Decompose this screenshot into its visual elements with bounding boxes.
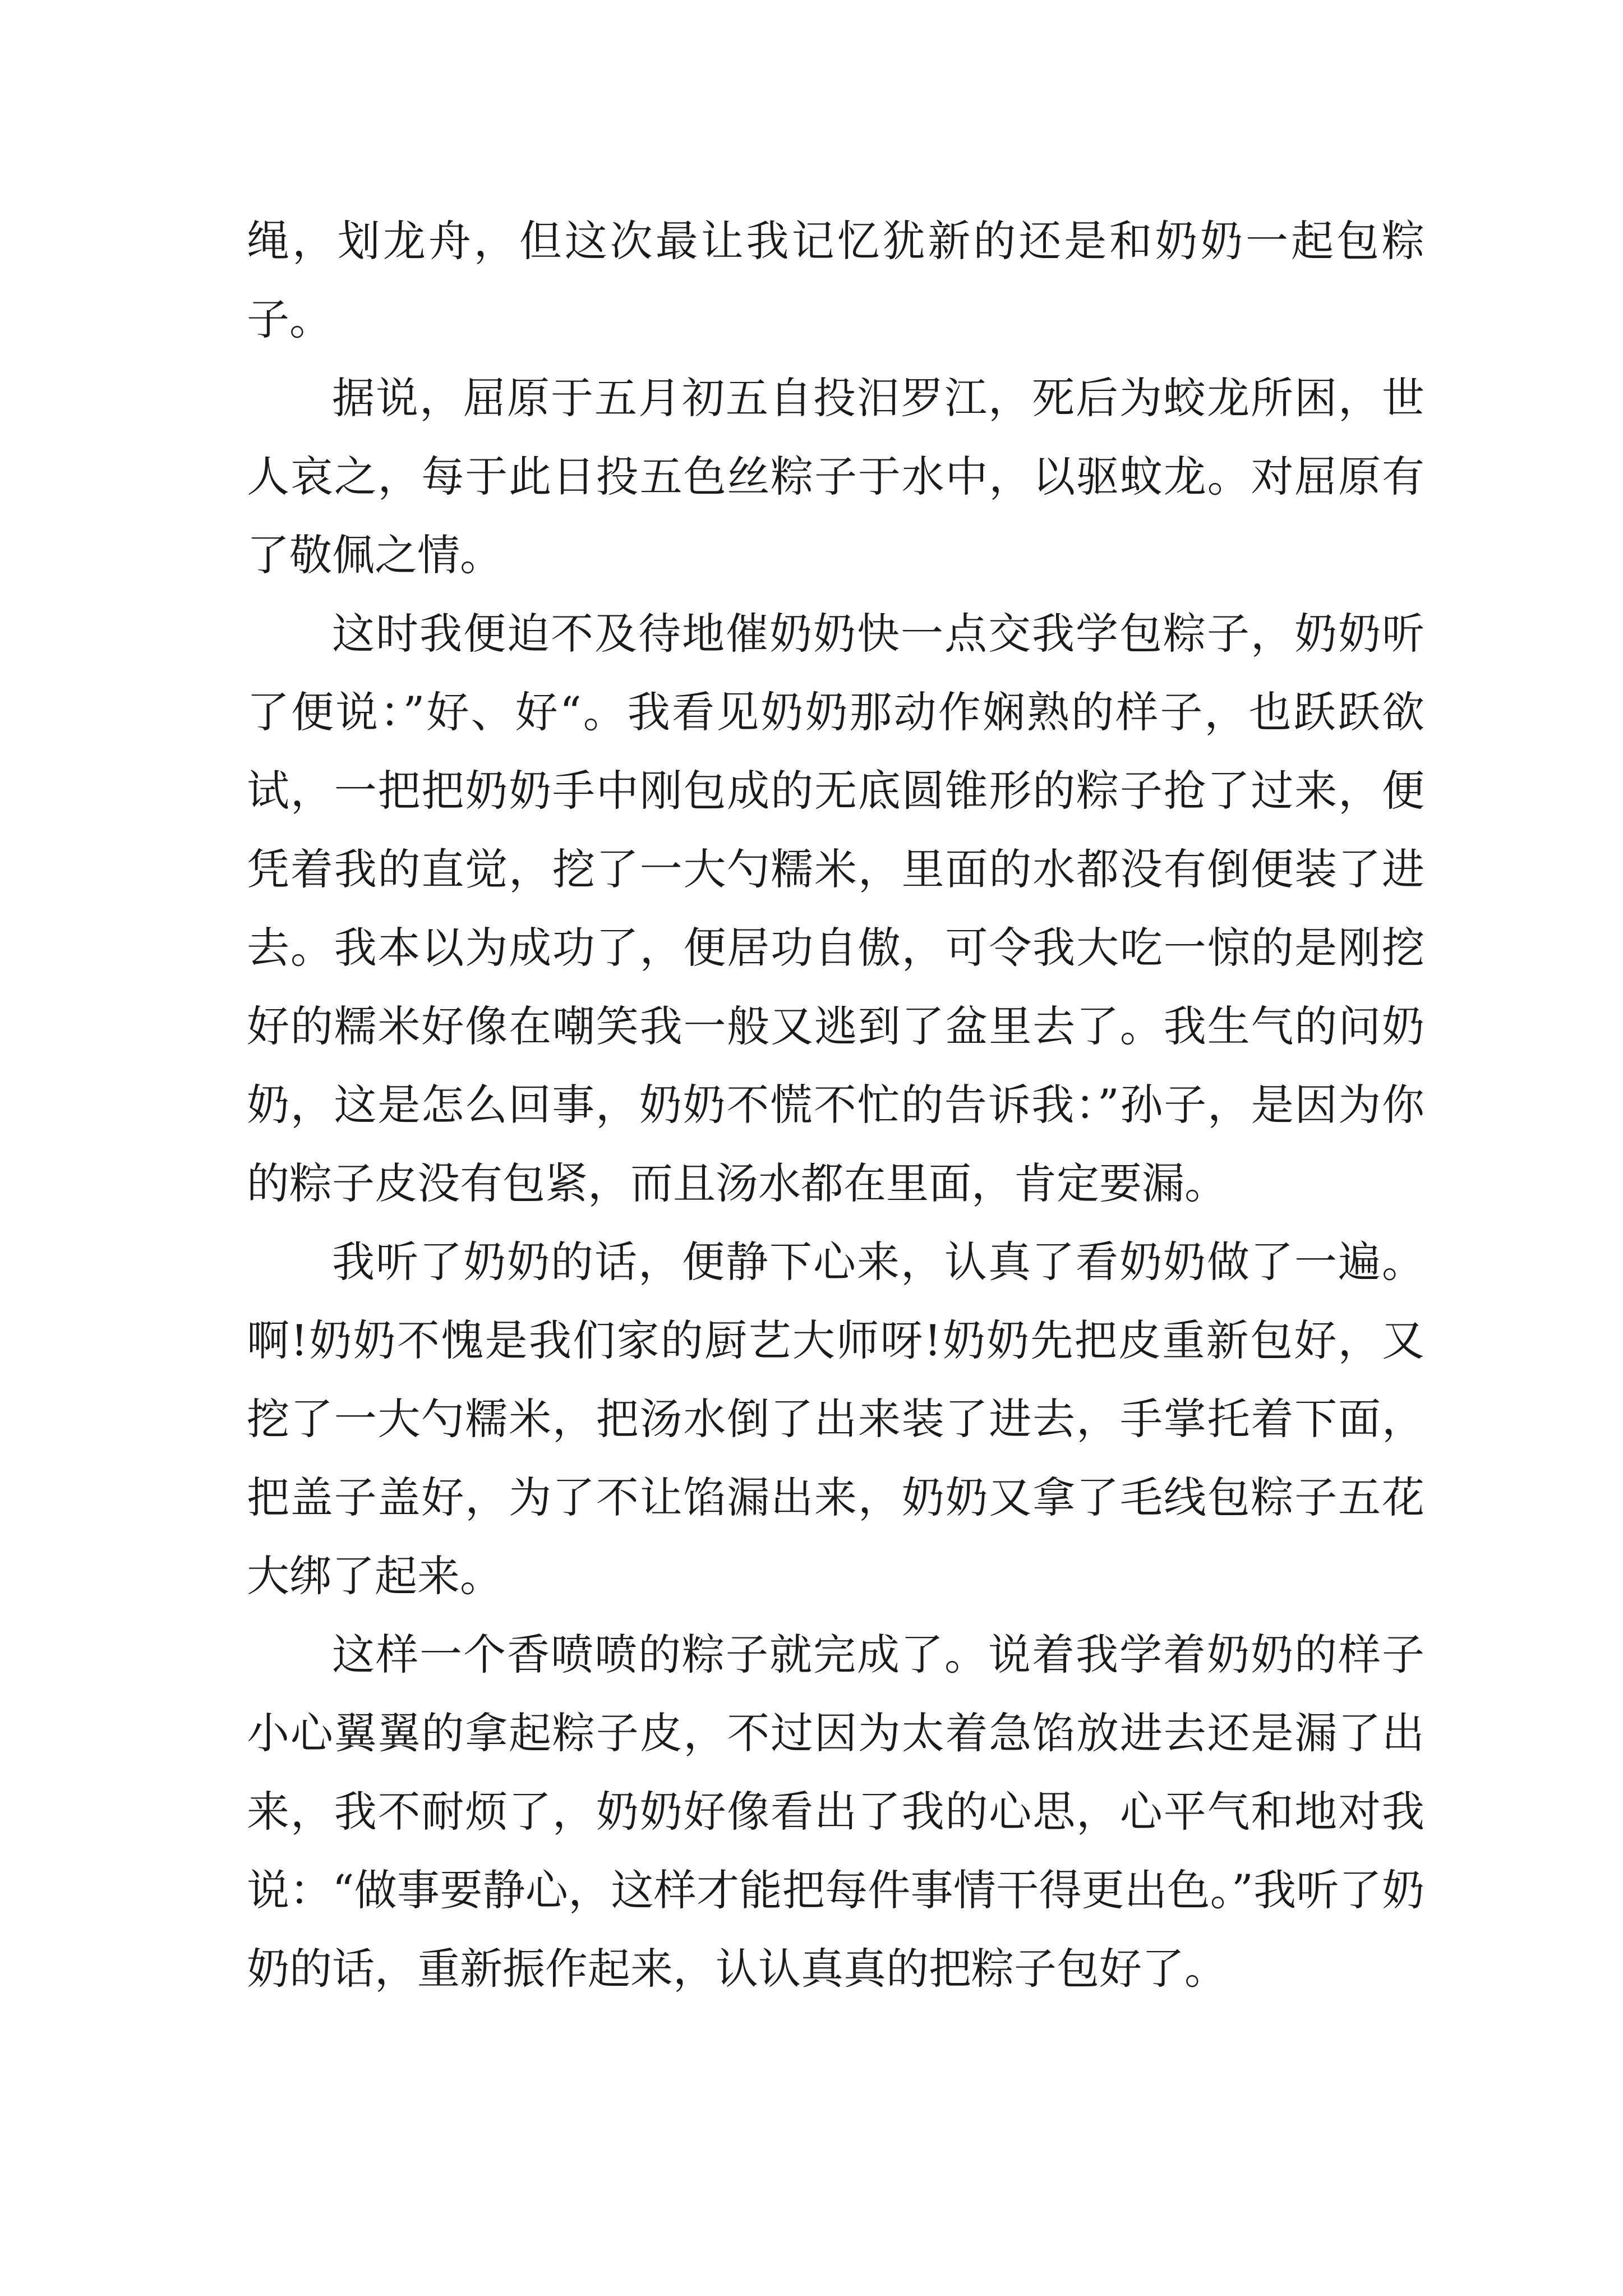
paragraph-1: 绳，划龙舟，但这次最让我记忆犹新的还是和奶奶一起包粽子。 bbox=[247, 216, 1424, 344]
document-body bbox=[247, 202, 1424, 2008]
paragraph-5: 这样一个香喷喷的粽子就完成了。说着我学着奶奶的样子小心翼翼的拿起粽子皮，不过因为太着急馅放进去还是漏了出来，我不耐烦了，奶奶好像看出了我的心思，心平气和地对我说：“做事要静心，这样才能把每件事情干得更出色。”我听了奶奶的话，重新振作起来，认认真真的把粽子包好了。 bbox=[247, 1630, 1424, 1994]
paragraph-3: 这时我便迫不及待地催奶奶快一点交我学包粽子，奶奶听了便说：”好、好“。我看见奶奶那动作娴熟的样子，也跃跃欲试，一把把奶奶手中刚包成的无底圆锥形的粽子抢了过来，便凭着我的直觉，挖了一大勺糯米，里面的水都没有倒便装了进去。我本以为成功了，便居功自傲，可令我大吃一惊的是刚挖好的糯米好像在嘲笑我一般又逃到了盆里去了。我生气的问奶奶，这是怎么回事，奶奶不慌不忙的告诉我：”孙子，是因为你的粽子皮没有包紧，而且汤水都在里面，肯定要漏。 bbox=[247, 609, 1424, 1208]
paragraph-4: 我听了奶奶的话，便静下心来，认真了看奶奶做了一遍。啊!奶奶不愧是我们家的厨艺大师呀!奶奶先把皮重新包好，又挖了一大勺糯米，把汤水倒了出来装了进去，手掌托着下面，把盖子盖好，为了不让馅漏出来，奶奶又拿了毛线包粽子五花大绑了起来。 bbox=[247, 1237, 1424, 1601]
paragraph-2: 据说，屈原于五月初五自投汨罗江，死后为蛟龙所困，世人哀之，每于此日投五色丝粽子于水中，以驱蚊龙。对屈原有了敬佩之情。 bbox=[247, 373, 1424, 580]
